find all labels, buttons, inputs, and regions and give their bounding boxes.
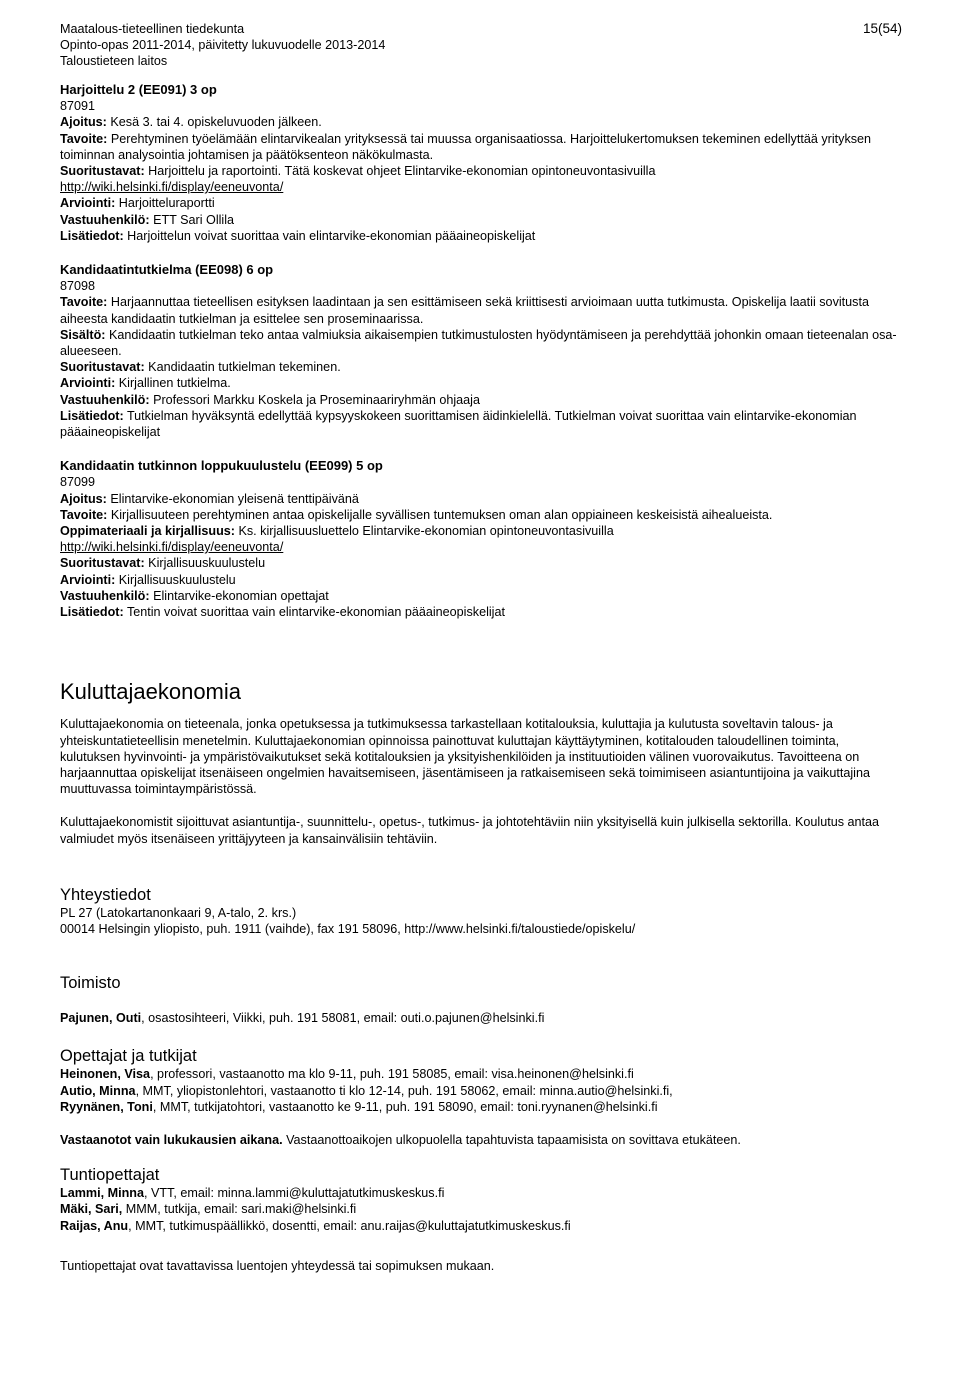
field-text: Tentin voivat suorittaa vain elintarvike-ekonomian pääaineopiskelijat: [123, 605, 505, 620]
field-text: Harjaannuttaa tieteellisen esityksen laadintaan ja sen esittämiseen sekä kriittisesti arvioimaan uutta tutkimusta. Opiskelija laatii sovitusta aiheesta kandidaatin tutkielman ja esittelee sen proseminaarissa.: [60, 295, 869, 326]
field-text: Kirjallinen tutkielma.: [115, 376, 231, 391]
course-field: [60, 114, 902, 130]
course-field: [60, 327, 902, 359]
staff-name: Raijas, Anu: [60, 1218, 129, 1233]
field-label: Suoritustavat:: [60, 360, 145, 375]
course-field: [60, 507, 902, 523]
staff-entry: [60, 1218, 902, 1234]
staff-details: , VTT, email: minna.lammi@kuluttajatutkimuskeskus.fi: [143, 1186, 445, 1201]
spacer: [60, 1148, 902, 1166]
course-field: [60, 408, 902, 440]
field-label: Tavoite:: [60, 507, 108, 522]
course-field: [60, 375, 902, 391]
staff-entry: [60, 1099, 902, 1115]
section-intro-paragraph: Kuluttajaekonomia on tieteenala, jonka opetuksessa ja tutkimuksessa tarkastellaan kotitalouksia, kuluttajia ja kulutusta soveltavin talous- ja yhteiskuntatieteellisin menetelmin. Kuluttajaekonomian opinnoissa painottuvat kuluttajan käyttäytyminen, kotitalouden taloudellinen toiminta, kulutuksen hyvinvointi- ja ympäristövaikutukset sekä kotitalouksien ja yksityishenkilöiden ja instituutioiden välinen vuorovaikutus. Tavoitteena on harjaannuttaa opiskelijat itsenäiseen ongelmien havaitsemiseen, jäsentämiseen ja ratkaisemiseen sekä toimimiseen asiantuntijoina ja vaikuttajina muuttuvassa toimintaympäristössä.: [60, 717, 870, 797]
staff-name: Ryynänen, Toni: [60, 1099, 153, 1114]
course-field: [60, 195, 902, 211]
course-loppukuulustelu: [60, 458, 902, 620]
spacer: [60, 847, 902, 886]
spacer: [60, 440, 902, 458]
field-label: Arviointi:: [60, 376, 116, 391]
field-text: Kesä 3. tai 4. opiskeluvuoden jälkeen.: [106, 115, 322, 130]
page-header: [60, 21, 902, 70]
course-field: [60, 523, 902, 539]
field-text: Kandidaatin tutkielman teko antaa valmiuksia aikaisempien tutkimustulosten hyödyntämiseen ja perehdyttää johonkin omaan tieteenalan osa-alueeseen.: [60, 327, 897, 359]
staff-name: Heinonen, Visa: [60, 1067, 151, 1082]
course-field: [60, 228, 902, 244]
staff-entry: [60, 1185, 902, 1201]
field-text: Kandidaatin tutkielman tekeminen.: [144, 360, 341, 375]
course-field: [60, 588, 902, 604]
field-label: Tavoite:: [60, 131, 108, 146]
office-block: [60, 974, 902, 1026]
field-text: Harjoittelun voivat suorittaa vain elintarvike-ekonomian pääaineopiskelijat: [123, 228, 536, 243]
field-label: Ajoitus:: [60, 115, 107, 130]
course-title: Kandidaatin tutkinnon loppukuulustelu (EE099) 5 op: [60, 458, 383, 474]
contact-block: [60, 886, 902, 937]
field-label: Suoritustavat:: [60, 164, 145, 179]
field-text: Harjoittelu ja raportointi. Tätä koskevat ohjeet Elintarvike-ekonomian opintoneuvontasivuilla: [144, 164, 656, 179]
staff-details: , MMT, yliopistonlehtori, vastaanotto ti klo 12-14, puh. 191 58062, email: minna.autio@helsinki.fi,: [135, 1083, 673, 1098]
field-label: Ajoitus:: [60, 491, 107, 506]
course-field: [60, 572, 902, 588]
page-content: [60, 82, 902, 1274]
section-kuluttajaekonomia: [60, 679, 902, 846]
contact-heading: Yhteystiedot: [60, 885, 151, 904]
hourly-heading: Tuntiopettajat: [60, 1166, 160, 1185]
course-field: [60, 294, 902, 326]
postal-address: PL 27 (Latokartanonkaari 9, A-talo, 2. krs.): [60, 905, 297, 920]
field-text: Elintarvike-ekonomian opettajat: [149, 588, 329, 603]
course-title: Kandidaatintutkielma (EE098) 6 op: [60, 262, 274, 278]
field-text: Tutkielman hyväksyntä edellyttää kypsyyskokeen suorittamisen äidinkielellä. Tutkielman voivat suorittaa vain elintarvike-ekonomian pääaineopiskelijat: [60, 408, 857, 440]
teachers-heading: Opettajat ja tutkijat: [60, 1047, 197, 1066]
staff-entry: [60, 1066, 902, 1082]
wiki-link[interactable]: http://wiki.helsinki.fi/display/eeneuvonta/: [60, 180, 284, 195]
field-text: Perehtyminen työelämään elintarvikealan yrityksessä tai muussa organisaatiossa. Harjoittelukertomuksen tekeminen edellyttää yrityksen toiminnan analysointia johtamisen ja päätöksenteon näkökulmasta.: [60, 131, 872, 162]
spacer: [60, 620, 902, 679]
course-code: 87099: [60, 475, 96, 490]
faculty-name: Maatalous-tieteellinen tiedekunta: [60, 22, 245, 36]
reception-note-bold: Vastaanotot vain lukukausien aikana.: [60, 1132, 283, 1147]
wiki-link[interactable]: http://wiki.helsinki.fi/display/eeneuvonta/: [60, 540, 284, 555]
course-kandidaatintutkielma: [60, 262, 902, 440]
field-text: Ks. kirjallisuusluettelo Elintarvike-ekonomian opintoneuvontasivuilla: [234, 524, 614, 539]
field-text: Kirjallisuuteen perehtyminen antaa opiskelijalle syvällisen tuntemuksen oman alan oppiaineen keskeisistä aihealueista.: [107, 507, 773, 522]
spacer: [60, 1115, 902, 1132]
staff-name: Lammi, Minna: [60, 1186, 144, 1201]
field-label: Arviointi:: [60, 572, 116, 587]
hourly-teachers-block: [60, 1166, 902, 1274]
course-code: 87091: [60, 99, 96, 114]
course-field: [60, 131, 902, 163]
staff-entry: [60, 1010, 902, 1026]
staff-name: Autio, Minna: [60, 1083, 136, 1098]
course-harjoittelu: [60, 82, 902, 244]
staff-details: , MMT, tutkimuspäällikkö, dosentti, email: anu.raijas@kuluttajatutkimuskeskus.fi: [128, 1218, 571, 1233]
field-label: Vastuuhenkilö:: [60, 588, 150, 603]
course-field: [60, 491, 902, 507]
field-label: Lisätiedot:: [60, 605, 124, 620]
staff-details: , MMT, tutkijatohtori, vastaanotto ke 9-11, puh. 191 58090, email: toni.ryynanen@helsinki.fi: [152, 1099, 658, 1114]
course-field: [60, 359, 902, 375]
field-text: Harjoitteluraportti: [115, 196, 215, 211]
field-label: Lisätiedot:: [60, 228, 124, 243]
field-text: Kirjallisuuskuulustelu: [144, 556, 266, 571]
page-number: 15(54): [862, 21, 902, 36]
staff-details: MMM, tutkija, email: sari.maki@helsinki.fi: [122, 1202, 357, 1217]
field-label: Arviointi:: [60, 196, 116, 211]
spacer: [60, 1234, 902, 1258]
course-code: 87098: [60, 279, 96, 294]
spacer: [60, 937, 902, 974]
field-label: Oppimateriaali ja kirjallisuus:: [60, 524, 235, 539]
study-guide-title: Opinto-opas 2011-2014, päivitetty lukuvuodelle 2013-2014: [60, 38, 386, 53]
field-text: Elintarvike-ekonomian yleisenä tenttipäivänä: [106, 491, 359, 506]
hourly-note: Tuntiopettajat ovat tavattavissa luentojen yhteydessä tai sopimuksen mukaan.: [60, 1258, 495, 1273]
staff-name: Pajunen, Outi: [60, 1011, 142, 1026]
field-text: Professori Markku Koskela ja Proseminaariryhmän ohjaaja: [149, 392, 480, 407]
course-title: Harjoittelu 2 (EE091) 3 op: [60, 82, 217, 97]
office-heading: Toimisto: [60, 974, 121, 993]
contact-details: 00014 Helsingin yliopisto, puh. 1911 (vaihde), fax 191 58096, http://www.helsinki.fi/taloustiede/opiskelu/: [60, 921, 636, 936]
field-text: ETT Sari Ollila: [149, 212, 235, 227]
reception-note-text: Vastaanottoaikojen ulkopuolella tapahtuvista tapaamisista on sovittava etukäteen.: [282, 1132, 741, 1147]
section-heading: Kuluttajaekonomia: [60, 679, 242, 705]
course-field: [60, 392, 902, 408]
staff-details: , osastosihteeri, Viikki, puh. 191 58081, email: outi.o.pajunen@helsinki.fi: [141, 1011, 545, 1026]
course-field: [60, 163, 902, 179]
teachers-block: [60, 1047, 902, 1148]
reception-note: [60, 1132, 902, 1148]
section-career-paragraph: Kuluttajaekonomistit sijoittuvat asiantuntija-, suunnittelu-, opetus-, tutkimus- ja johtotehtäviin niin yksityisellä kuin julkisella sektorilla. Koulutus antaa valmiudet myös itsenäiseen yrittäjyyteen ja kansainvälisiin tehtäviin.: [60, 815, 880, 846]
department-name: Taloustieteen laitos: [60, 54, 168, 69]
field-label: Lisätiedot:: [60, 408, 124, 423]
staff-name: Mäki, Sari,: [60, 1202, 123, 1217]
field-label: Vastuuhenkilö:: [60, 392, 150, 407]
staff-entry: [60, 1083, 902, 1099]
spacer: [60, 797, 902, 814]
field-label: Sisältö:: [60, 327, 106, 342]
field-label: Tavoite:: [60, 295, 108, 310]
course-field: [60, 212, 902, 228]
staff-entry: [60, 1201, 902, 1217]
spacer: [60, 993, 902, 1010]
course-field: [60, 604, 902, 620]
field-label: Vastuuhenkilö:: [60, 212, 150, 227]
course-field: [60, 555, 902, 571]
field-label: Suoritustavat:: [60, 556, 145, 571]
spacer: [60, 1026, 902, 1047]
spacer: [60, 244, 902, 262]
field-text: Kirjallisuuskuulustelu: [115, 572, 236, 587]
staff-details: , professori, vastaanotto ma klo 9-11, puh. 191 58085, email: visa.heinonen@helsinki.fi: [150, 1067, 634, 1082]
